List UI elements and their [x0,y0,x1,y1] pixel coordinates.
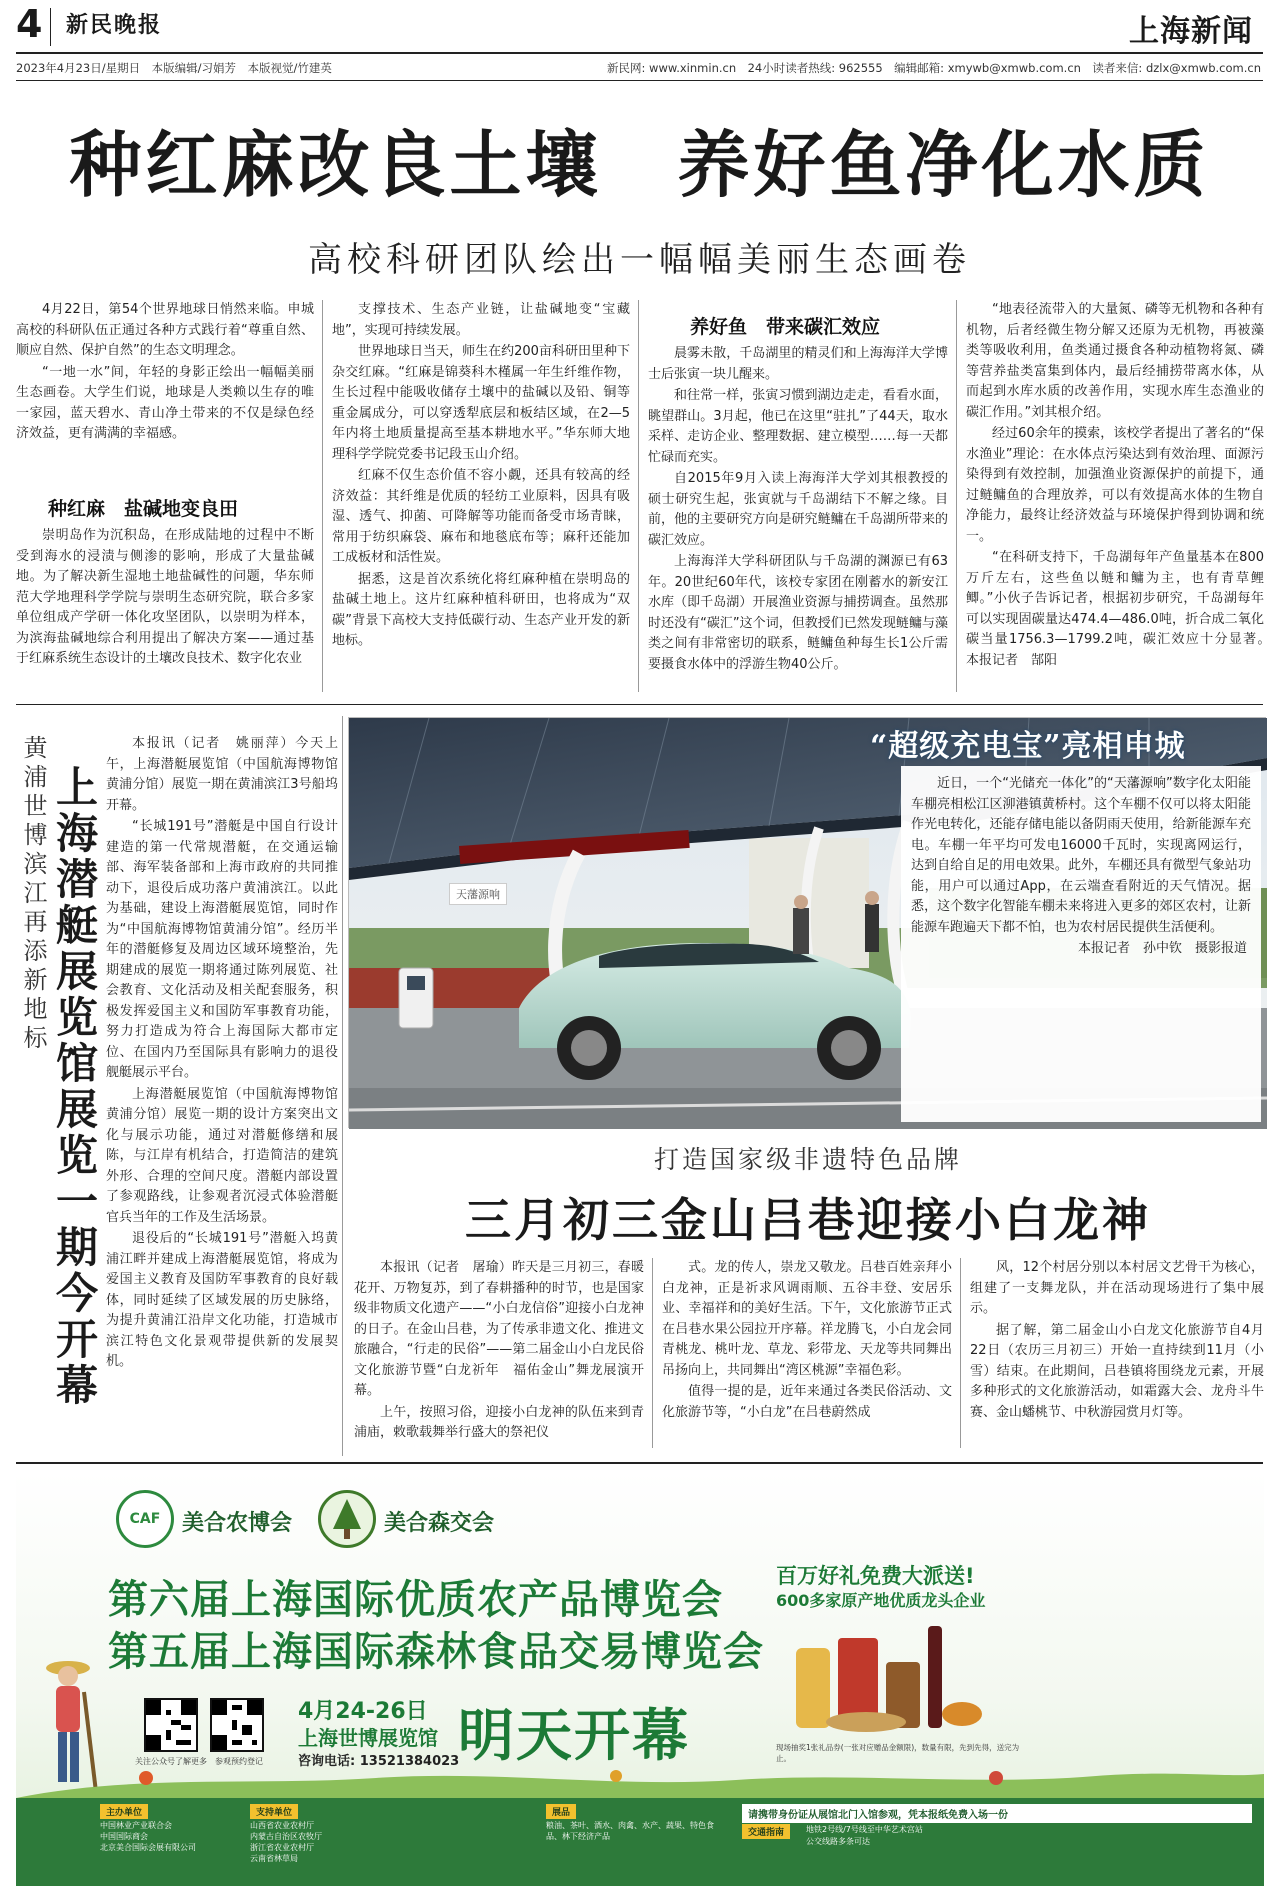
paragraph: 经过60余年的摸索，该校学者提出了著名的“保水渔业”理论：在水体点污染达到有效治理、面源污染得到有效控制，加强渔业资源保护的前提下，通过鲢鳙鱼的合理放养，可以有效提高水体的生物自净能力，最终让经济效益与环境保护得到协调和统一。 [966,426,1264,544]
column-divider [960,1258,961,1448]
logo2-name: 美合森交会 [384,1511,495,1536]
lead-headline: 种红麻改良土壤 养好鱼净化水质 [69,122,1210,207]
submarine-kicker: 黄浦世博滨江再添新地标 [19,735,47,1054]
paragraph: 据悉，这是首次系统化将红麻种植在崇明岛的盐碱土地上。这片红麻种植科研田，也将成为“双碳”背景下高校大支持低碳行动、生态产业开发的新地标。 [332,571,630,648]
paragraph: 本报讯（记者 姚丽萍）今天上午，上海潜艇展览馆（中国航海博物馆黄浦分馆）展览一期在黄浦滨江3号船坞开幕。 [106,736,338,813]
photo-credit: 本报记者 孙中钦 摄影报道 [1077,941,1247,956]
transport-item: 公交线路多条可达 [806,1837,870,1846]
jinshan-col3 [970,1258,1264,1448]
column-divider [342,716,343,1456]
organizer-item: 北京美合国际会展有限公司 [100,1843,196,1852]
masthead-rule-thin [16,80,1263,81]
lead-subheadline: 高校科研团队绘出一幅幅美丽生态画卷 [308,240,971,280]
paragraph: 自2015年9月入读上海海洋大学刘其根教授的硕士研究生起，张寅就与千岛湖结下不解之缘。目前，他的主要研究方向是研究鲢鳙在千岛湖所带来的碳汇效应。 [648,471,948,548]
organizer-item: 中国国际商会 [100,1832,148,1841]
paragraph: 支撑技术、生态产业链，让盐碱地变“宝藏地”，实现可持续发展。 [332,302,630,338]
lead-col1-top [16,300,314,486]
paragraph: 红麻不仅生态价值不容小觑，还具有较高的经济效益：其纤维是优质的轻纺工业原料，因具有吸湿、透气、抑菌、可降解等功能而备受市场青睐，常用于纺织麻袋、麻布和地毯底布等；麻秆还能加工成板材和活性炭。 [332,468,630,565]
paragraph: “在科研支持下，千岛湖每年产鱼量基本在800万斤左右，这些鱼以鲢和鳙为主，也有青草鲤鲫。”小伙子告诉记者，根据初步研究，千岛湖每年可以实现固碳量达474.4—486.0吨，折合成二氧化碳当量1756.3—1799.2吨，碳汇效应十分显著。 本报记者 郜阳 [966,550,1278,668]
exhibits-text: 粮油、茶叶、酒水、肉禽、水产、蔬果、特色食品、林下经济产品 [546,1821,714,1841]
forest-logo-icon [318,1490,376,1548]
logo1-name: 美合农博会 [182,1511,293,1536]
page-number: 4 [16,2,43,46]
ad-dates: 4月24-26日 [298,1699,428,1724]
jinshan-col2 [662,1258,952,1448]
ticket-note: 请携带身份证从展馆北门入馆参观，凭本报纸免费入场一份 [742,1804,1252,1823]
jinshan-kicker: 打造国家级非遗特色品牌 [653,1145,962,1174]
ad-hotline: 咨询电话: 13521384023 [298,1754,460,1769]
paragraph: 晨雾未散，千岛湖里的精灵们和上海海洋大学博士后张寅一块儿醒来。 [648,346,948,382]
jinshan-col1 [354,1258,644,1448]
paper-name: 新民晚报 [66,12,163,38]
photo-title: “超级充电宝”亮相申城 [870,729,1186,764]
paragraph: 风，12个村居分别以本村居文艺骨干为核心，组建了一支舞龙队，并在活动现场进行了集中展示。 [970,1260,1264,1316]
section-name: 上海新闻 [1129,14,1253,49]
lead-col1-bottom [16,526,314,690]
lead-subhead-hemp: 种红麻 盐碱地变良田 [48,498,239,520]
date-line: 2023年4月23日/星期日 本版编辑/习娟芳 本版视觉/竹建英 [16,61,332,75]
ad-venue: 上海世博展览馆 [298,1726,438,1750]
organizer-item: 中国林业产业联合会 [100,1821,172,1830]
paragraph: 本报讯（记者 屠瑜）昨天是三月初三，春暖花开、万物复苏，到了春耕播种的时节，也是国家级非物质文化遗产——“小白龙信俗”迎接小白龙神的日子。在金山吕巷，为了传承非遗文化、推进文旅融合，“行走的民俗”——第二届金山小白龙民俗文化旅游节暨“白龙祈年 福佑金山”舞龙展演开幕。 [354,1260,644,1398]
submarine-body [106,734,338,1448]
paragraph: 和往常一样，张寅习惯到湖边走走，看看水面，眺望群山。3月起，他已在这里“驻扎”了44天，取水采样、走访企业、整理数据、建立模型……每一天都忙碌而充实。 [648,388,948,465]
lead-col2 [332,300,630,692]
lead-col4 [966,300,1278,692]
column-divider [322,300,323,692]
submarine-headline: 上海潜艇展览馆展览一期今开幕 [50,765,99,1409]
paragraph: 式。龙的传人，崇龙又敬龙。吕巷百姓亲拜小白龙神，正是祈求风调雨顺、五谷丰登、安居乐业、幸福祥和的美好生活。下午，文化旅游节正式在吕巷水果公园拉开序幕。祥龙腾飞，小白龙会同青桃龙、桃叶龙、草龙、彩带龙、天龙等共同舞出吊扬向上，共同舞出“湾区桃源”幸福色彩。 [662,1260,952,1378]
promo-note: 现场抽奖1张礼品券(一张对应赠品金额限)，数量有限，先到先得，送完为止。 [776,1743,1020,1763]
paragraph: 上午，按照习俗，迎接小白龙神的队伍来到青浦庙，敕歌载舞举行盛大的祭祀仪 [354,1404,644,1440]
photo-caption: 近日，一个“光储充一体化”的“天藩源响”数字化太阳能车棚亮相松江区泖港镇黄桥村。这个车棚不仅可以将太阳能作光电转化，还能存储电能以备阴雨天使用，给新能源车充电。车棚一年平均可发电16000千瓦时，实现离网运行，达到自给自足的用电效果。此外，车棚还具有微型气象站功能，用户可以通过App，在云端查看附近的天气情况。据悉，这个数字化智能车棚未来将进入更多的郊区农村，让新能源车跑遍天下都不怕，也为农村居民提供生活便利。 [911,776,1251,935]
paragraph: 据了解，第二届金山小白龙文化旅游节自4月22日（农历三月初三）开始一直持续到11月（小雪）结束。在此期间，吕巷镇将围绕龙元素，开展多种形式的文化旅游活动，如霜露大会、龙舟斗牛赛、金山蟠桃节、中秋游园赏月灯等。 [970,1322,1264,1420]
paragraph: 4月22日，第54个世界地球日悄然来临。申城高校的科研队伍正通过各种方式践行着“尊重自然、顺应自然、保护自然”的生态文明理念。 [16,302,314,358]
product-showcase-icon [786,1618,986,1734]
ad-title-1: 第六届上海国际优质农产品博览会 [108,1577,723,1623]
paragraph: “一地一水”间，年轻的身影正绘出一幅幅美丽生态画卷。大学生们说，地球是人类赖以生存的唯一家园，蓝天碧水、青山净土带来的不仅是绿色经济效益，更有满满的幸福感。 [16,364,314,441]
ad-top-rule [16,1462,1263,1464]
supporters-list [250,1820,550,1864]
supporter-item: 浙江省农业农村厅 [250,1843,314,1852]
organizers-label: 主办单位 [100,1804,148,1819]
organizers-list [100,1820,260,1853]
paragraph: 世界地球日当天，师生在约200亩科研田里种下杂交红麻。“红麻是锦葵科木槿属一年生纤维作物，生长过程中能吸收储存土壤中的盐碱以及铅、铜等重金属成分，可以穿透犁底层和板结区域，在2—5年内将土地质量提高至基本耕地水平。”华东师大地理科学学院党委书记段玉山介绍。 [332,344,630,462]
column-divider [652,1258,653,1448]
expo-advertisement [16,1472,1264,1886]
supporter-item: 云南省林草局 [250,1854,298,1863]
farm-landscape-icon [16,1764,1264,1798]
jinshan-headline: 三月初三金山吕巷迎接小白龙神 [465,1193,1151,1247]
lead-col3 [648,344,948,692]
masthead-divider [50,8,51,46]
contact-line: 新民网: www.xinmin.cn 24小时读者热线: 962555 编辑邮箱: xmywb@xmwb.com.cn 读者来信: dzlx@xmwb.com.cn [607,61,1261,75]
lead-subhead-fish: 养好鱼 带来碳汇效应 [690,316,881,338]
qr-code-wechat-icon[interactable] [144,1698,198,1752]
paragraph: “地表径流带入的大量氮、磷等无机物和各种有机物，后者经微生物分解又还原为无机物，再被藻类等吸收利用，鱼类通过摄食各种动植物将氮、磷等营养盐类富集到体内，最后经捕捞带离水体，从而起到水库水质的改善作用，实现水库生态渔业的碳汇作用。”刘其根介绍。 [966,302,1264,420]
ad-opening: 明天开幕 [458,1704,690,1769]
photo-caption-box [901,766,1261,1122]
transport-label: 交通指南 [742,1824,790,1839]
paragraph: 值得一提的是，近年来通过各类民俗活动、文化旅游节等，“小白龙”在吕巷蔚然成 [662,1384,952,1420]
paragraph: 退役后的“长城191号”潜艇入坞黄浦江畔并建成上海潜艇展览馆，将成为爱国主义教育及国防军事教育的良好载体，同时延续了区域发展的历史脉络，为提升黄浦江沿岸文化功能，打造城市滨江特色文化景观带提供新的发展契机。 [106,1231,338,1369]
transport-list [806,1824,1246,1848]
paragraph: 上海海洋大学科研团队与千岛湖的渊源已有63年。20世纪60年代，该校专家团在刚蓄水的新安江水库（即千岛湖）开展渔业资源与捕捞调查。虽然那时还没有“碳汇”这个词，但教授们已然发现鲢鳙与藻类之间有非常密切的联系，鲢鳙鱼种每生长1公斤需要摄食水体中的浮游生物40公斤。 [648,554,948,672]
qr1-label: 关注公众号了解更多 [135,1757,207,1766]
column-divider [638,300,639,692]
paragraph: “长城191号”潜艇是中国自行设计建造的第一代常规潜艇，在交通运输部、海军装备部和上海市政府的共同推动下，退役后成功落户黄浦滨江。以此为基础，建设上海潜艇展览馆，同时作为“中国航海博物馆黄浦分馆”。经历半年的潜艇修复及周边区域环境整治，先期建成的展览一期将通过陈列展览、社会教育、文化活动及相关配套服务，积极发挥爱国主义和国防军事教育功能，努力打造成为符合上海国际大都市定位、在国内乃至国际具有影响力的退役舰艇展示平台。 [106,819,338,1080]
promo-subtitle: 600多家原产地优质龙头企业 [776,1591,986,1610]
caf-logo: CAF [116,1490,174,1548]
transport-item: 地铁2号线/7号线至中华艺术宫站 [806,1825,923,1834]
paragraph: 上海潜艇展览馆（中国航海博物馆黄浦分馆）展览一期的设计方案突出文化与展示功能，通过对潜艇修缮和展陈，与江岸有机结合，打造简洁的建筑外形、合理的空间尺度。潜艇内部设置了参观路线，让参观者沉浸式体验潜艇官兵当年的工作及生活场景。 [106,1086,338,1225]
paragraph: 崇明岛作为沉积岛，在形成陆地的过程中不断受到海水的浸渍与侧渗的影响，形成了大量盐碱地。为了解决新生湿地土地盐碱性的问题，华东师范大学地理科学学院与崇明生态研究院，联合多家单位组成产学研一体化攻坚团队，以崇明为样本，为滨海盐碱地综合利用提出了解决方案——通过基于红麻系统生态设计的土壤改良技术、数字化农业 [16,528,314,666]
solar-carport-photo [348,717,1266,1128]
column-divider [956,300,957,692]
supporters-label: 支持单位 [250,1804,298,1819]
exhibits-label: 展品 [546,1804,576,1819]
qr2-label: 参观预约登记 [215,1757,263,1766]
supporter-item: 山西省农业农村厅 [250,1821,314,1830]
ad-title-2: 第五届上海国际森林食品交易博览会 [108,1629,764,1675]
section-rule [16,704,1263,705]
promo-title: 百万好礼免费大派送! [776,1564,975,1588]
qr-code-register-icon[interactable] [210,1698,264,1752]
supporter-item: 内蒙古自治区农牧厅 [250,1832,322,1841]
masthead-rule [16,52,1263,54]
carport-sign: 天藩源响 [449,883,507,905]
